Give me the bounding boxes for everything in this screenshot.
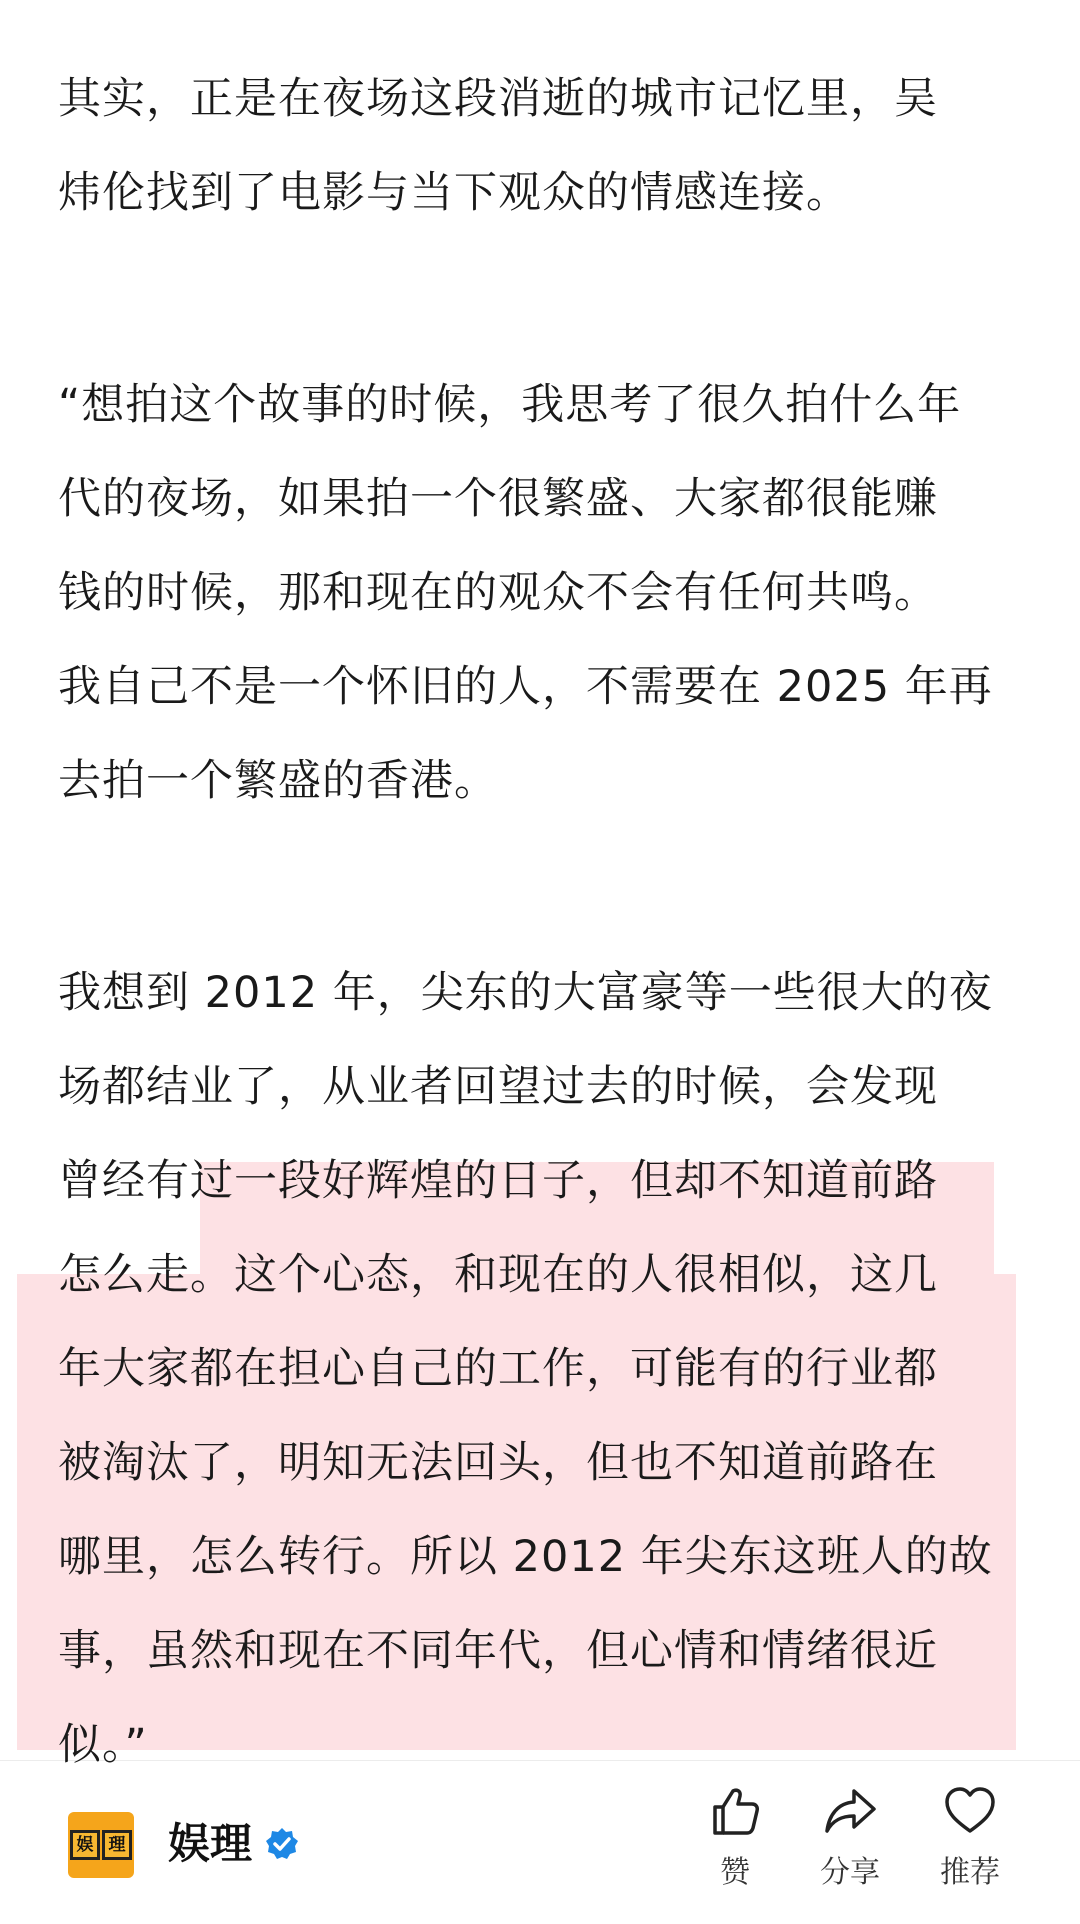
avatar-glyph: 娱 (70, 1830, 100, 1860)
like-label: 赞 (720, 1855, 750, 1890)
avatar[interactable] (68, 1812, 134, 1878)
share-button[interactable] (795, 1783, 905, 1913)
paragraph (58, 358, 1028, 828)
thumbs-up-icon (680, 1783, 790, 1843)
text-line: 怎么走。这个心态，和现在的人很相似，这几 (58, 1250, 938, 1300)
text-line: 似。” (58, 1720, 148, 1770)
text-line: 我自己不是一个怀旧的人，不需要在 2025 年再 (58, 662, 993, 712)
paragraph (58, 946, 1028, 1792)
text-line: 曾经有过一段好辉煌的日子，但却不知道前路 (58, 1156, 938, 1206)
text-line: 钱的时候，那和现在的观众不会有任何共鸣。 (58, 568, 938, 618)
text-line: 我想到 2012 年，尖东的大富豪等一些很大的夜 (58, 968, 993, 1018)
text-line: 年大家都在担心自己的工作，可能有的行业都 (58, 1344, 938, 1394)
paragraph (58, 52, 1028, 240)
verified-badge-icon (265, 1827, 299, 1865)
text-line: 场都结业了，从业者回望过去的时候，会发现 (58, 1062, 938, 1112)
account-name[interactable]: 娱理 (168, 1819, 253, 1868)
text-line: 哪里，怎么转行。所以 2012 年尖东这班人的故 (58, 1532, 993, 1582)
text-line: 炜伦找到了电影与当下观众的情感连接。 (58, 168, 850, 218)
share-icon (795, 1783, 905, 1843)
text-line: 去拍一个繁盛的香港。 (58, 756, 498, 806)
like-button[interactable] (680, 1783, 790, 1913)
text-line: 被淘汰了，明知无法回头，但也不知道前路在 (58, 1438, 938, 1488)
share-label: 分享 (820, 1855, 880, 1890)
recommend-button[interactable] (915, 1783, 1025, 1913)
text-line: 事，虽然和现在不同年代，但心情和情绪很近 (58, 1626, 938, 1676)
article-body (58, 52, 1028, 1792)
avatar-glyph: 理 (102, 1830, 132, 1860)
text-line: “想拍这个故事的时候，我思考了很久拍什么年 (58, 380, 962, 430)
text-line: 代的夜场，如果拍一个很繁盛、大家都很能赚 (58, 474, 938, 524)
heart-icon (915, 1783, 1025, 1843)
text-line: 其实，正是在夜场这段消逝的城市记忆里，吴 (58, 74, 938, 124)
recommend-label: 推荐 (940, 1855, 1000, 1890)
